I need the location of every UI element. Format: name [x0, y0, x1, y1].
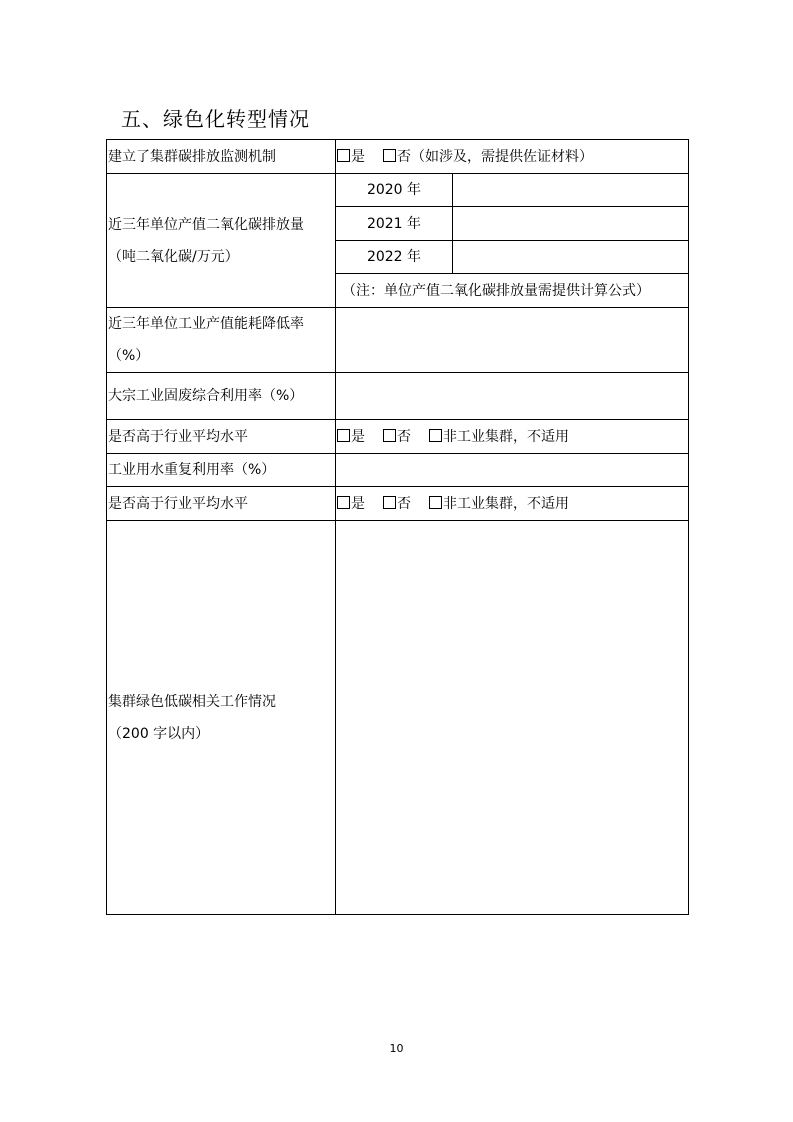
- checkbox-no[interactable]: [383, 149, 396, 162]
- energy-label: [107, 308, 336, 373]
- above-average-1-options: [336, 420, 689, 454]
- checkbox-not-applicable[interactable]: [429, 496, 442, 509]
- water-reuse-value[interactable]: [336, 454, 689, 487]
- co2-note: （注：单位产值二氧化碳排放量需提供计算公式）: [336, 274, 689, 308]
- energy-value[interactable]: [336, 308, 689, 373]
- page-number: 10: [389, 1042, 404, 1055]
- option-yes-label: 是: [351, 495, 365, 512]
- work-label-line1: 集群绿色低碳相关工作情况: [108, 693, 276, 710]
- solid-waste-label: 大宗工业固废综合利用率（%）: [107, 373, 336, 420]
- row-monitoring: [107, 140, 689, 174]
- monitoring-options: [336, 140, 689, 174]
- option-yes-label: 是: [351, 148, 365, 165]
- year-2021: 2021 年: [336, 207, 453, 241]
- checkbox-no[interactable]: [383, 496, 396, 509]
- solid-waste-value[interactable]: [336, 373, 689, 420]
- monitoring-label: 建立了集群碳排放监测机制: [107, 140, 336, 174]
- row-above-average-1: [107, 420, 689, 454]
- section-title: 五、绿色化转型情况: [121, 107, 310, 131]
- above-average-2-options: [336, 487, 689, 521]
- energy-label-line2: （%）: [108, 348, 150, 364]
- option-no-label: 否: [397, 495, 411, 512]
- above-average-1-label: 是否高于行业平均水平: [107, 420, 336, 454]
- checkbox-yes[interactable]: [337, 496, 350, 509]
- checkbox-yes[interactable]: [337, 429, 350, 442]
- co2-label: [107, 174, 336, 308]
- work-label: [107, 521, 336, 915]
- work-description-value[interactable]: [336, 521, 689, 915]
- co2-value-2022[interactable]: [453, 241, 689, 274]
- option-no-label: 否（如涉及，需提供佐证材料）: [397, 148, 593, 165]
- checkbox-no[interactable]: [383, 429, 396, 442]
- energy-label-line1: 近三年单位工业产值能耗降低率: [108, 316, 304, 332]
- water-reuse-label: 工业用水重复利用率（%）: [107, 454, 336, 487]
- option-na-label: 非工业集群，不适用: [443, 428, 569, 445]
- checkbox-not-applicable[interactable]: [429, 429, 442, 442]
- row-work-description: [107, 521, 689, 915]
- above-average-2-label: 是否高于行业平均水平: [107, 487, 336, 521]
- green-transformation-form: [106, 139, 689, 915]
- co2-value-2020[interactable]: [453, 174, 689, 207]
- row-solid-waste: [107, 373, 689, 420]
- row-above-average-2: [107, 487, 689, 521]
- option-yes-label: 是: [351, 428, 365, 445]
- co2-value-2021[interactable]: [453, 207, 689, 241]
- checkbox-yes[interactable]: [337, 149, 350, 162]
- row-co2-2020: [107, 174, 689, 207]
- co2-label-line1: 近三年单位产值二氧化碳排放量: [108, 216, 304, 233]
- year-2020: 2020 年: [336, 174, 453, 207]
- option-no-label: 否: [397, 428, 411, 445]
- year-2022: 2022 年: [336, 241, 453, 274]
- row-energy: [107, 308, 689, 373]
- option-na-label: 非工业集群，不适用: [443, 495, 569, 512]
- row-water-reuse: [107, 454, 689, 487]
- work-label-line2: （200 字以内）: [108, 725, 210, 742]
- co2-label-line2: （吨二氧化碳/万元）: [108, 248, 239, 265]
